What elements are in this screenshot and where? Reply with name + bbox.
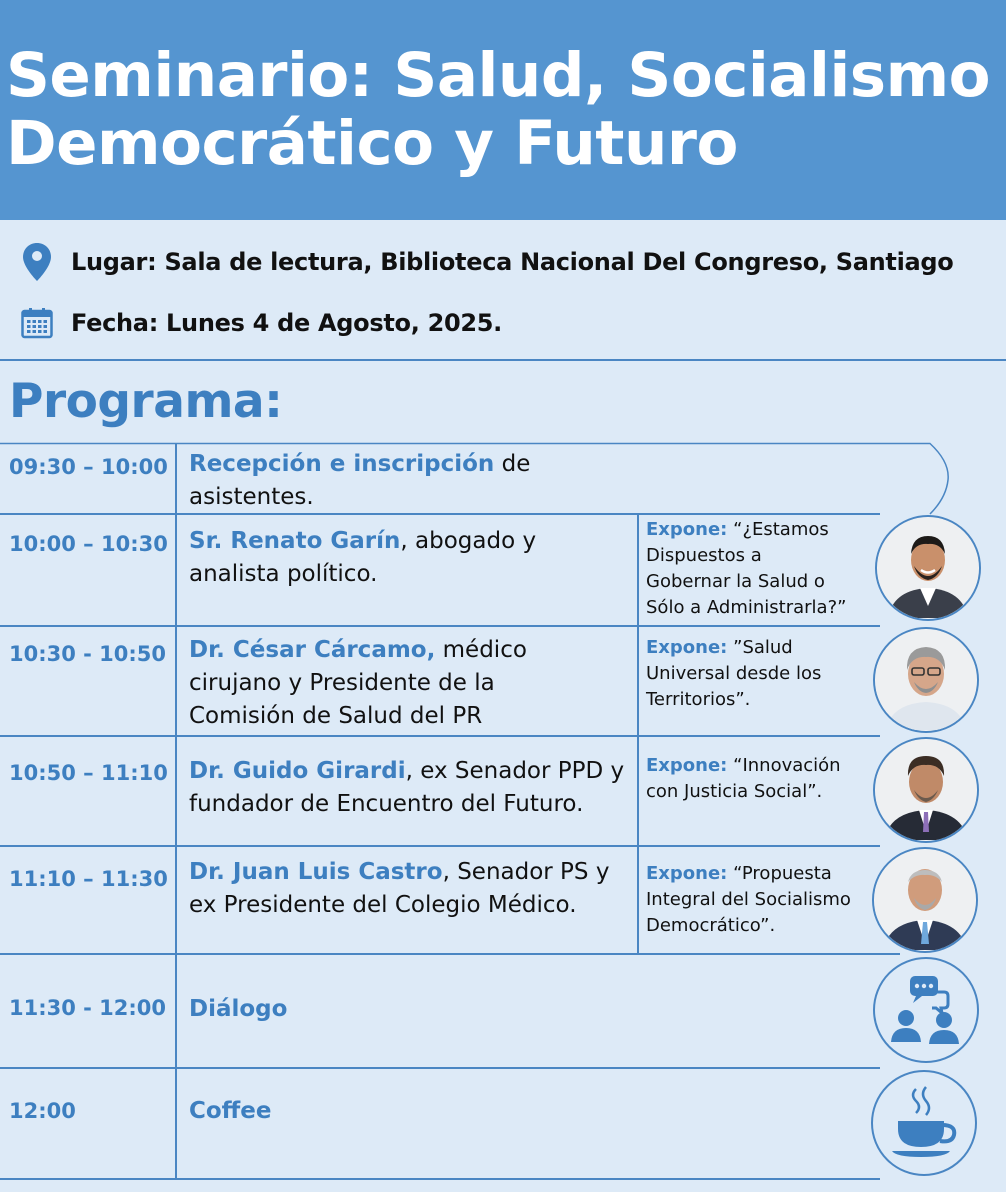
row-name: Diálogo: [189, 996, 288, 1022]
talk-label: Expone:: [646, 519, 728, 540]
row-detail: , Senador PS y ex Presidente del Colegio Médico.: [189, 859, 610, 918]
title-line-2: Democrático y Futuro: [6, 108, 738, 179]
row-detail: médico cirujano y Presidente de la Comisión de Salud del PR: [189, 637, 527, 729]
row-divider: [0, 625, 880, 627]
date-row: [20, 303, 502, 343]
column-divider: [175, 443, 177, 1179]
row-detail: , ex Senador PPD y fundador de Encuentro del Futuro.: [189, 758, 625, 817]
coffee-cup-icon: [884, 1083, 964, 1163]
talk-text: “Innovación con Justicia Social”.: [646, 755, 841, 802]
row-time: 09:30 – 10:00: [9, 455, 168, 479]
row-description: [189, 993, 287, 1026]
row-name: Dr. César Cárcamo,: [189, 637, 436, 663]
row-time: 10:30 - 10:50: [9, 642, 167, 666]
talk-title: [646, 753, 846, 805]
location-text: Lugar: Sala de lectura, Biblioteca Nacional Del Congreso, Santiago: [71, 248, 954, 276]
speaker-photo: [873, 627, 979, 733]
page-title: [6, 42, 990, 178]
person-icon: [876, 740, 976, 840]
talk-text: “¿Estamos Dispuestos a Gobernar la Salud o Sólo a Administrarla?”: [646, 519, 847, 618]
row-name: Dr. Juan Luis Castro: [189, 859, 443, 885]
date-text: Fecha: Lunes 4 de Agosto, 2025.: [71, 309, 502, 337]
program-heading: Programa:: [9, 374, 283, 429]
row-time: 11:10 – 11:30: [9, 867, 168, 891]
row-time: 11:30 - 12:00: [9, 996, 167, 1020]
row-divider: [0, 1067, 880, 1069]
person-icon: [878, 518, 978, 618]
talk-text: ”Salud Universal desde los Territorios”.: [646, 637, 822, 710]
title-line-1: Seminario: Salud, Socialismo: [6, 40, 991, 111]
row-name: Dr. Guido Girardi: [189, 758, 406, 784]
location-row: [20, 242, 954, 282]
row-time: 12:00: [9, 1099, 76, 1123]
row-description: [189, 634, 549, 733]
talk-label: Expone:: [646, 863, 728, 884]
calendar-icon: [20, 303, 54, 343]
dialogue-icon-circle: [873, 957, 979, 1063]
row-detail: de asistentes.: [189, 451, 531, 510]
talk-title: [646, 635, 851, 713]
coffee-icon-circle: [871, 1070, 977, 1176]
row-detail: , abogado y analista político.: [189, 528, 537, 587]
row-divider: [0, 953, 900, 955]
location-pin-icon: [20, 242, 54, 282]
row-name: Recepción e inscripción: [189, 451, 495, 477]
talk-label: Expone:: [646, 755, 728, 776]
row-name: Sr. Renato Garín: [189, 528, 401, 554]
dialogue-icon: [886, 970, 966, 1050]
talk-title: [646, 517, 851, 621]
divider: [0, 359, 1006, 361]
header-banner: [0, 0, 1006, 220]
talk-text: “Propuesta Integral del Socialismo Democrático”.: [646, 863, 851, 936]
row-divider: [0, 1178, 880, 1180]
column-divider: [637, 513, 639, 955]
row-description: [189, 1095, 272, 1128]
speaker-photo: [873, 737, 979, 843]
row-name: Coffee: [189, 1098, 272, 1124]
speaker-photo: [875, 515, 981, 621]
row-time: 10:00 – 10:30: [9, 532, 168, 556]
talk-title: [646, 861, 858, 939]
row-description: [189, 755, 629, 821]
person-icon: [876, 630, 976, 730]
row-divider: [0, 845, 880, 847]
row-divider: [0, 735, 880, 737]
row-description: [189, 448, 549, 514]
row-time: 10:50 – 11:10: [9, 761, 168, 785]
person-icon: [875, 850, 975, 950]
row-description: [189, 856, 629, 922]
talk-label: Expone:: [646, 637, 728, 658]
speaker-photo: [872, 847, 978, 953]
row-description: [189, 525, 589, 591]
